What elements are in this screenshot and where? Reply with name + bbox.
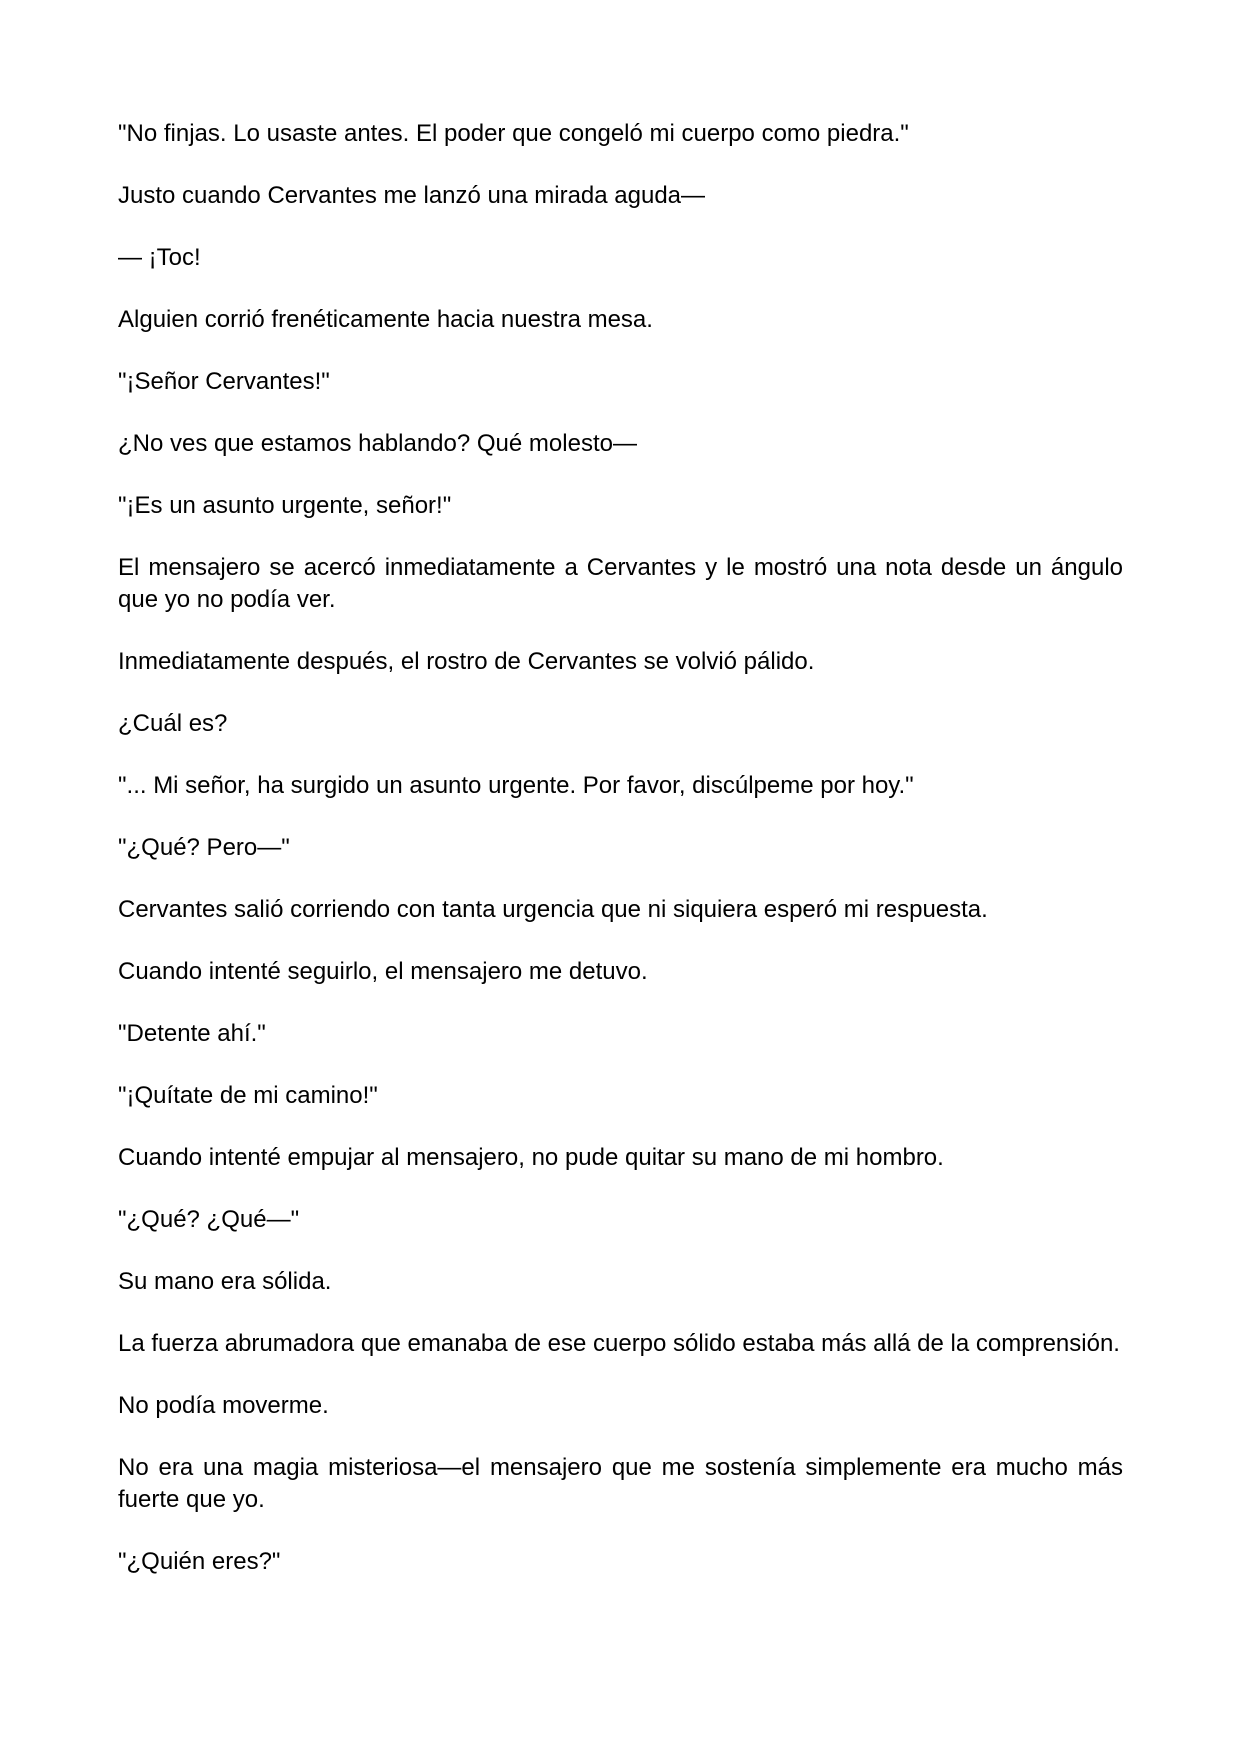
paragraph: Cuando intenté empujar al mensajero, no pude quitar su mano de mi hombro. <box>118 1144 944 1171</box>
paragraph: — ¡Toc! <box>118 244 201 271</box>
paragraph: "¡Es un asunto urgente, señor!" <box>118 492 452 519</box>
paragraph: "Detente ahí." <box>118 1020 266 1047</box>
paragraph: Inmediatamente después, el rostro de Cervantes se volvió pálido. <box>118 648 815 675</box>
paragraph: No podía moverme. <box>118 1392 329 1419</box>
paragraph: "¡Quítate de mi camino!" <box>118 1082 378 1109</box>
paragraph: La fuerza abrumadora que emanaba de ese cuerpo sólido estaba más allá de la comprensión. <box>118 1330 1120 1357</box>
document-page <box>118 118 1123 1578</box>
paragraph: No era una magia misteriosa—el mensajero que me sostenía simplemente era mucho más fuerte que yo. <box>118 1454 1123 1513</box>
paragraph: Cervantes salió corriendo con tanta urgencia que ni siquiera esperó mi respuesta. <box>118 896 988 923</box>
paragraph: Alguien corrió frenéticamente hacia nuestra mesa. <box>118 306 653 333</box>
paragraph: Justo cuando Cervantes me lanzó una mirada aguda— <box>118 182 706 209</box>
paragraph: "¿Qué? ¿Qué—" <box>118 1206 300 1233</box>
paragraph: El mensajero se acercó inmediatamente a Cervantes y le mostró una nota desde un ángulo que yo no podía ver. <box>118 554 1123 613</box>
paragraph: ¿Cuál es? <box>118 710 228 737</box>
paragraph: "... Mi señor, ha surgido un asunto urgente. Por favor, discúlpeme por hoy." <box>118 772 914 799</box>
paragraph: "¿Quién eres?" <box>118 1548 281 1575</box>
paragraph: Cuando intenté seguirlo, el mensajero me detuvo. <box>118 958 648 985</box>
paragraph: ¿No ves que estamos hablando? Qué molesto— <box>118 430 637 457</box>
paragraph: "¿Qué? Pero—" <box>118 834 290 861</box>
paragraph: Su mano era sólida. <box>118 1268 332 1295</box>
paragraph: "No finjas. Lo usaste antes. El poder que congeló mi cuerpo como piedra." <box>118 120 909 147</box>
paragraph: "¡Señor Cervantes!" <box>118 368 330 395</box>
